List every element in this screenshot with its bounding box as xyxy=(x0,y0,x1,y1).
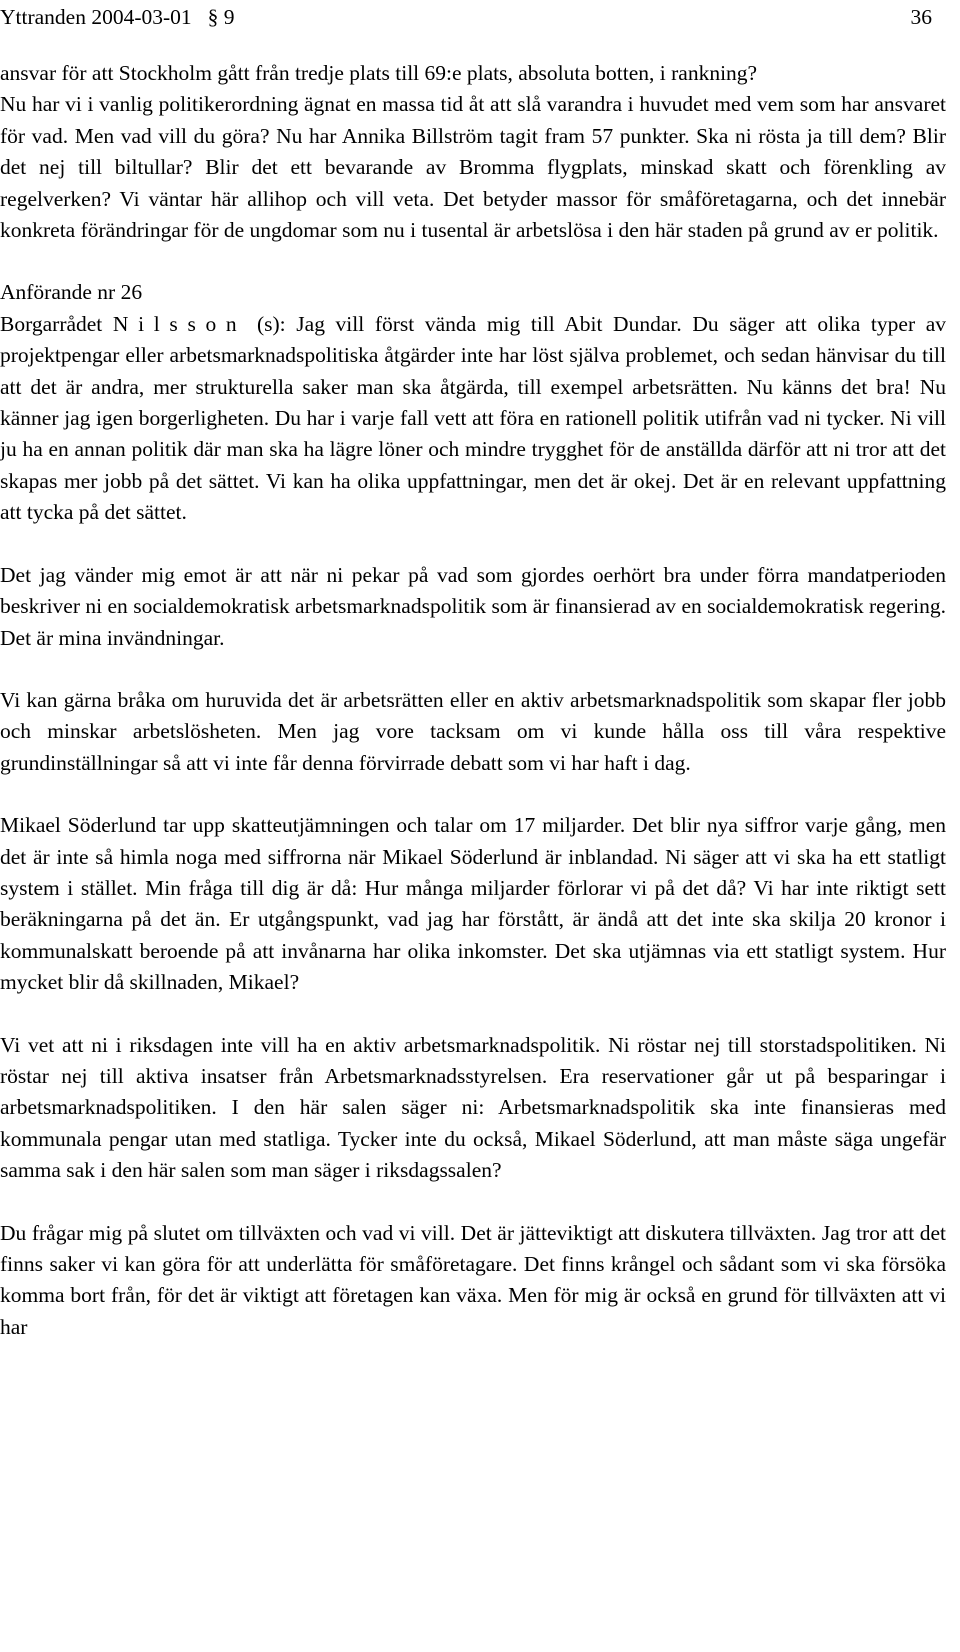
speech-first-paragraph xyxy=(0,309,946,529)
section-number: § 9 xyxy=(207,5,235,29)
speaker-party: (s): xyxy=(256,311,286,336)
paragraph: Det jag vänder mig emot är att när ni pekar på vad som gjordes oerhört bra under förra mandatperioden beskriver ni en socialdemokratisk arbetsmarknadspolitik som är finansierad av en socialdemokratisk regering. Det är mina invändningar. xyxy=(0,562,946,650)
document-body xyxy=(0,58,946,1343)
document-title: Yttranden 2004-03-01 xyxy=(0,5,192,29)
paragraph: Nu har vi i vanlig politikerordning ägnat en massa tid åt att slå varandra i huvudet med vem som har ansvaret för vad. Men vad vill du göra? Nu har Annika Billström tagit fram 57 punkter. Ska ni rösta ja till dem? Blir det nej till biltullar? Blir det ett bevarande av Bromma flygplats, minskad skatt och förenkling av regelverken? Vi väntar här allihop och vill veta. Det betyder massor för småföretagarna, och det innebär konkreta förändringar för de ungdomar som nu i tusental är arbetslösa i den här staden på grund av er politik. xyxy=(0,92,946,243)
paragraph: Du frågar mig på slutet om tillväxten och vad vi vill. Det är jätteviktigt att diskutera tillväxten. Jag tror att det finns saker vi kan göra för att underlätta för småföretagare. Det finns krångel och sådant som vi ska försöka komma bort från, för det är viktigt att företagen kan växa. Men för mig är också en grund för tillväxten att vi har xyxy=(0,1220,946,1339)
paragraph: Vi vet att ni i riksdagen inte vill ha en aktiv arbetsmarknadspolitik. Ni röstar nej till storstadspolitiken. Ni röstar nej till aktiva insatser från Arbetsmarknadsstyrelsen. Era reservationer går ut på besparingar i arbetsmarknadspolitiken. I den här salen säger ni: Arbetsmarknadspolitik ska inte finansieras med kommunala pengar utan med statliga. Tycker inte du också, Mikael Söderlund, att man måste säga ungefär samma sak i den här salen som man säger i riksdagssalen? xyxy=(0,1032,946,1183)
paragraph: Vi kan gärna bråka om huruvida det är arbetsrätten eller en aktiv arbetsmarknadspolitik som skapar fler jobb och minskar arbetslösheten. Men jag vore tacksam om vi kunde hålla oss till våra respektive grundinställningar så att vi inte får denna förvirrade debatt som vi har haft i dag. xyxy=(0,687,946,775)
paragraph: ansvar för att Stockholm gått från tredje plats till 69:e plats, absoluta botten, i rankning? xyxy=(0,61,758,85)
page-header xyxy=(0,2,946,32)
speech-text: Jag vill först vända mig till Abit Dundar. Du säger att olika typer av projektpengar eller arbetsmarknadspolitiska åtgärder inte har löst själva problemet, och sedan hänvisar du till att det är andra, mer strukturella saker man ska åtgärda, till exempel arbetsrätten. Nu känns det bra! Nu känner jag igen borgerligheten. Du har i varje fall vett att föra en rationell politik utifrån vad ni tycker. Ni vill ju ha en annan politik där man ska ha lägre löner och mindre trygghet för de anställda därför att ni tror att det skapas mer jobb på det sättet. Vi kan ha olika uppfattningar, men det är okej. Det är en relevant uppfattning att tycka på det sättet. xyxy=(0,311,947,525)
speaker-title: Borgarrådet xyxy=(0,311,103,336)
speaker-name: Nilsson xyxy=(112,311,247,336)
speech-heading: Anförande nr 26 xyxy=(0,280,143,305)
paragraph: Mikael Söderlund tar upp skatteutjämningen och talar om 17 miljarder. Det blir nya siffror varje gång, men det är inte så himla noga med siffrorna när Mikael Söderlund är inblandad. Ni säger att vi ska ha ett statligt system i stället. Min fråga till dig är då: Hur många miljarder förlorar vi på det då? Vi har inte riktigt sett beräkningarna på det än. Er utgångspunkt, vad jag har förstått, är ändå att det inte ska skilja 20 kronor i kommunalskatt beroende på att invånarna har olika inkomster. Det ska utjämnas via ett statligt system. Hur mycket blir då skillnaden, Mikael? xyxy=(0,813,946,995)
header-left xyxy=(0,2,235,32)
page-number: 36 xyxy=(910,5,932,29)
